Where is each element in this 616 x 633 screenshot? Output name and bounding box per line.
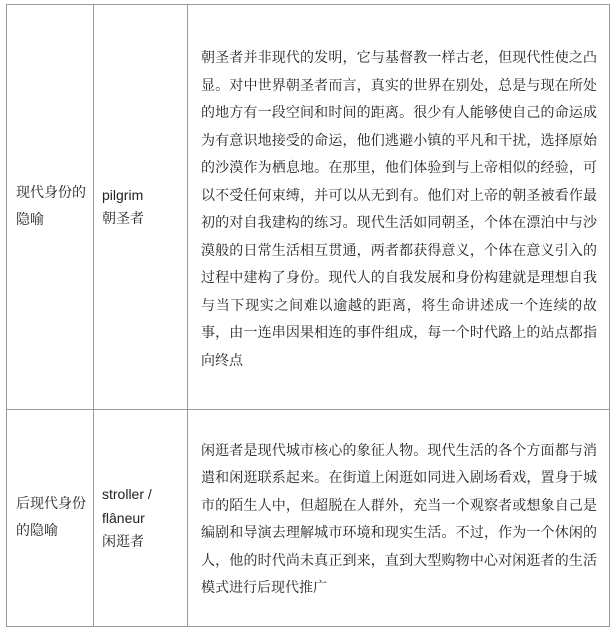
term-cell	[94, 410, 188, 627]
term-cell	[94, 5, 188, 410]
term-chinese: 朝圣者	[102, 211, 144, 227]
description-text: 闲逛者是现代城市核心的象征人物。现代生活的各个方面都与消遣和闲逛联系起来。在街道上闲逛如同进入剧场看戏，置身于城市的陌生人中，但超脱在人群外，充当一个观察者或想象自己是编剧和导演去理解城市环境和现实生活。不过，作为一个休闲的人，他的时代尚未真正到来，直到大型购物中心对闲逛者的生活模式进行后现代推广	[201, 442, 597, 596]
table-row	[7, 410, 610, 627]
row-label: 现代身份的隐喻	[16, 185, 86, 228]
term-english: stroller / flâneur	[102, 486, 152, 526]
description-cell	[188, 5, 610, 410]
metaphor-table	[6, 4, 610, 627]
term-chinese: 闲逛者	[102, 534, 144, 550]
table-row	[7, 5, 610, 410]
term-english: pilgrim	[102, 187, 144, 203]
description-text: 朝圣者并非现代的发明，它与基督教一样古老，但现代性使之凸显。对中世界朝圣者而言，真实的世界在别处，总是与现在所处的地方有一段空间和时间的距离。很少有人能够使自己的命运成为有意识地接受的命运，他们逃避小镇的平凡和干扰，选择原始的沙漠作为栖息地。在那里，他们体验到与上帝相似的经验，可以不受任何束缚，并可以从无到有。他们对上帝的朝圣被看作最初的对自我建构的练习。现代生活如同朝圣，个体在漂泊中与沙漠般的日常生活相互贯通，两者都获得意义，个体在意义引入的过程中建构了身份。现代人的自我发展和身份构建就是理想自我与当下现实之间难以逾越的距离，将生命讲述成一个连续的故事，由一连串因果相连的事件组成，每一个时代路上的站点都指向终点	[201, 50, 597, 369]
row-label-cell	[7, 410, 94, 627]
row-label: 后现代身份的隐喻	[16, 496, 86, 539]
term	[94, 482, 187, 554]
row-label-cell	[7, 5, 94, 410]
description-cell	[188, 410, 610, 627]
term	[94, 183, 187, 231]
